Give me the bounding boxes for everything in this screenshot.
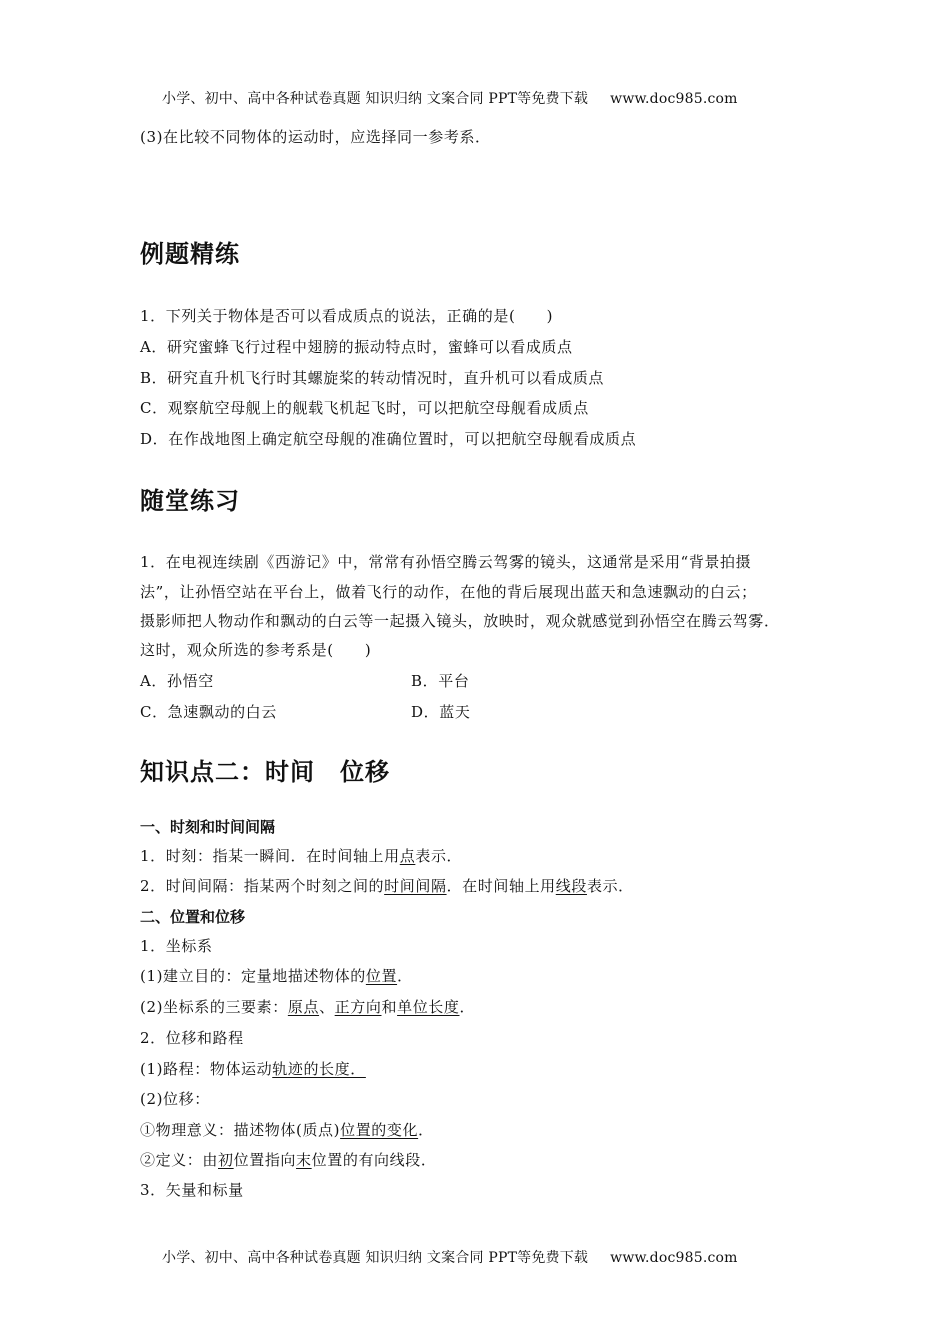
practice-question-line: 摄影师把人物动作和飘动的白云等一起摄入镜头，放映时，观众就感觉到孙悟空在腾云驾雾．: [140, 612, 780, 630]
page-header: [162, 88, 738, 108]
practice-question-line: 这时，观众所选的参考系是( ): [140, 641, 372, 659]
coord-elements: (2)坐标系的三要素：原点、正方向和单位长度．: [140, 998, 476, 1016]
example-option-d: D．在作战地图上确定航空母舰的准确位置时，可以把航空母舰看成质点: [140, 430, 637, 448]
practice-option-c: C．急速飘动的白云: [140, 703, 277, 721]
footer-url[interactable]: www.doc985.com: [610, 1250, 738, 1266]
disp-meaning: ①物理意义：描述物体(质点)位置的变化．: [140, 1121, 434, 1139]
intro-line: (3)在比较不同物体的运动时，应选择同一参考系．: [140, 128, 491, 146]
path-definition: (1)路程：物体运动轨迹的长度．: [140, 1060, 366, 1078]
disp-definition: ②定义：由初位置指向末位置的有向线段．: [140, 1151, 437, 1169]
item-interval: 2．时间间隔：指某两个时刻之间的时间间隔．在时间轴上用线段表示．: [140, 877, 634, 895]
vector-title: 3．矢量和标量: [140, 1181, 244, 1199]
item-moment: 1．时刻：指某一瞬间．在时间轴上用点表示．: [140, 847, 463, 865]
practice-option-d: D．蓝天: [411, 703, 471, 721]
example-option-b: B．研究直升机飞行时其螺旋桨的转动情况时，直升机可以看成质点: [140, 369, 605, 387]
example-option-a: A．研究蜜蜂飞行过程中翅膀的振动特点时，蜜蜂可以看成质点: [140, 338, 573, 356]
footer-text: 小学、初中、高中各种试卷真题 知识归纳 文案合同 PPT等免费下载: [162, 1250, 589, 1266]
practice-heading: 随堂练习: [140, 487, 240, 515]
subheading-position: 二、位置和位移: [140, 908, 246, 926]
page-footer: [162, 1247, 738, 1267]
coord-title: 1．坐标系: [140, 937, 213, 955]
practice-option-a: A．孙悟空: [140, 672, 214, 690]
disp-label: (2)位移：: [140, 1090, 210, 1108]
disp-title: 2．位移和路程: [140, 1029, 244, 1047]
header-url[interactable]: www.doc985.com: [610, 91, 738, 107]
knowledge-heading: 知识点二：时间 位移: [140, 758, 390, 786]
coord-purpose: (1)建立目的：定量地描述物体的位置．: [140, 967, 413, 985]
practice-question-line: 1．在电视连续剧《西游记》中，常常有孙悟空腾云驾雾的镜头，这通常是采用“背景拍摄: [140, 553, 752, 571]
practice-question-line: 法”，让孙悟空站在平台上，做着飞行的动作，在他的背后展现出蓝天和急速飘动的白云；: [140, 583, 757, 601]
header-text: 小学、初中、高中各种试卷真题 知识归纳 文案合同 PPT等免费下载: [162, 91, 589, 107]
example-question: 1．下列关于物体是否可以看成质点的说法，正确的是( ): [140, 307, 554, 325]
example-option-c: C．观察航空母舰上的舰载飞机起飞时，可以把航空母舰看成质点: [140, 399, 589, 417]
practice-option-b: B．平台: [411, 672, 470, 690]
subheading-time: 一、时刻和时间间隔: [140, 818, 276, 836]
examples-heading: 例题精练: [140, 240, 240, 268]
